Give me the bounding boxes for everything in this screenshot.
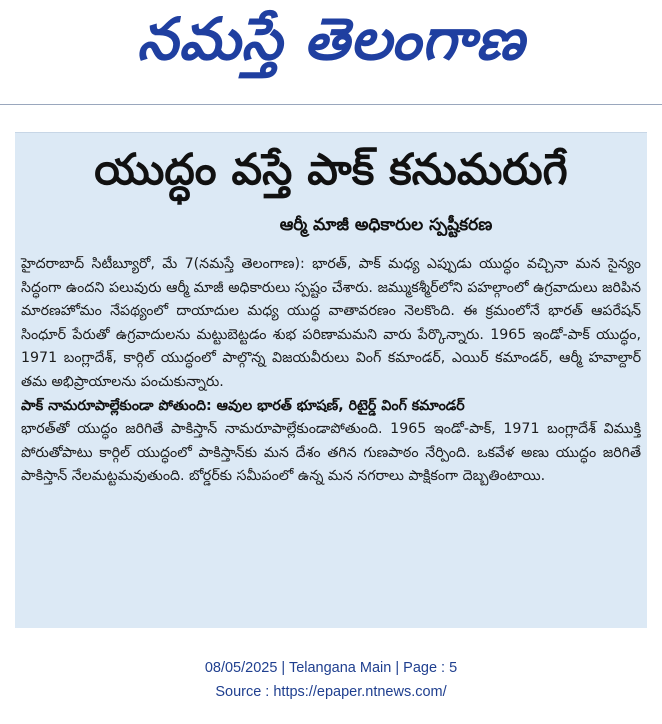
newspaper-logo: నమస్తే తెలంగాణ: [137, 5, 525, 73]
edition-info: 08/05/2025 | Telangana Main | Page : 5: [204, 660, 458, 676]
article-body: [21, 253, 641, 489]
article-clipping: [15, 132, 647, 628]
article-paragraph: హైదరాబాద్ సిటీబ్యూరో, మే 7(నమస్తే తెలంగాణ): భారత్, పాక్ మధ్య ఎప్పుడు యుద్ధం వచ్చినా మన సైన్యం సిద్ధంగా ఉందని పలువురు ఆర్మీ మాజీ అధికారులు స్పష్టం చేశారు. జమ్ముకశ్మీర్‌లోని పహల్గాంలో ఉగ్రవాదులు జరిపిన మారణహోమం నేపథ్యంలో దాయాదుల మధ్య యుద్ధ వాతావరణం నెలకొంది. ఈ క్రమంలోనే భారత్ ఆపరేషన్ సింధూర్ పేరుతో ఉగ్రవాదులను మట్టుబెట్టడం శుభ పరిణామమని వారు పేర్కొన్నారు. 1965 ఇండో-పాక్ యుద్ధం, 1971 బంగ్లాదేశ్, కార్గిల్ యుద్ధంలో పాల్గొన్న విజయవీరులు వింగ్ కమాండర్, ఎయిర్ కమాండర్, ఆర్మీ హవాల్దార్ తమ అభిప్రాయాలను పంచుకున్నారు.: [21, 256, 641, 390]
source-info: Source : https://epaper.ntnews.com/: [215, 684, 447, 700]
clipping-footer: [0, 656, 662, 704]
article-headline: యుద్ధం వస్తే పాక్ కనుమరుగే: [94, 145, 568, 195]
article-subsection-heading: పాక్ నామరూపాల్లేకుండా పోతుంది: ఆవుల భారత్ భూషణ్, రిటైర్డ్ వింగ్ కమాండర్: [21, 397, 465, 414]
masthead-divider: [0, 104, 662, 105]
masthead: [0, 0, 662, 108]
article-paragraph: భారత్‌తో యుద్ధం జరిగితే పాకిస్తాన్ నామరూపాల్లేకుండాపోతుంది. 1965 ఇండో-పాక్, 1971 బంగ్లాదేశ్ విముక్తి పోరుతోపాటు కార్గిల్ యుద్ధంలో పాకిస్తాన్‌కు మన దేశం తగిన గుణపాఠం నేర్పింది. ఒకవేళ అణు యుద్ధం జరిగితే పాకిస్తాన్ నేలమట్టమవుతుంది. బోర్డర్‌కు సమీపంలో ఉన్న మన నగరాలు పాక్షికంగా దెబ్బతింటాయి.: [21, 421, 641, 485]
article-subheadline: ఆర్మీ మాజీ అధికారుల స్పష్టీకరణ: [279, 215, 493, 235]
